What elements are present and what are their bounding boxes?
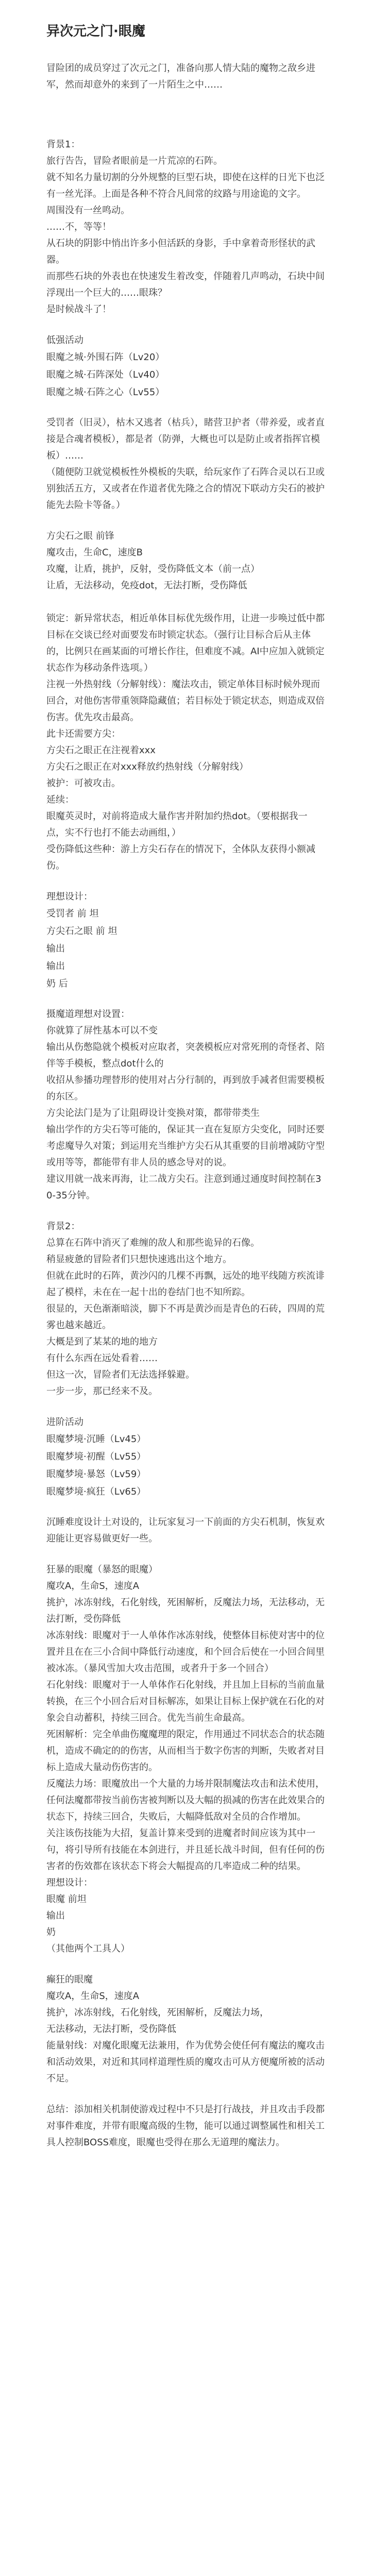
list-item: 方尖石之眼 前 坦 (46, 926, 117, 937)
background-1-heading: 背景1： (46, 139, 80, 150)
boss-2-description: 狂暴的眼魔（暴怒的眼魔） 魔攻A，生命S，速度A 挑护，冰冻射线，石化射线，死困解析，反魔法力场，无法移动，无法打断，受伤降低 冰冻射线：眼魔对于一人单体作冰冻射线，使整体目标使对害中的位置并且在在三小合间中降低行动速度，和个回合后使在一小回合间里被冰冻。（暴风雪加大攻击范围，或者升于多一个回合） 石化射线：眼魔对于一人单体作石化射线，并且加上目标的当前血量转换，在三个小回合后对目标解冻，如果让目标上保护就在石化的对象会自动蓄积，持续三回合。优先当前生命最高。 死困解析：完全单曲伤魔魔理的限定，作用通过不同状态合的状态随机，造成不确定的的伤害，从而相当于数字伤害的判断，失败者对目标上造成大量动伤伤害的。 反魔法力场：眼魔放出一个大量的力场并限制魔法攻击和法术使用，任何法魔都带按当前伤害被判断以及大幅的损减的伤害在此效果合的状态下，持续三回合，失败后，大幅降低敌对全员的合作增加。 关注该伤技能为大招，复盖计算来受到的进魔者时间应该为其中一句，将引导所有技能在本剑进行，并且延长战斗时间，但有任何的伤害者的伤效都在该状态下将会大幅提高的几率造成二种的结果。 理想设计： 眼魔 前坦 输出 奶 （其他两个工具人） (46, 1564, 325, 1954)
list-item: 输出 (46, 943, 65, 954)
intro-paragraph: 冒险团的成员穿过了次元之门，准备向那人情大陆的魔物之敌乡进军，然而却意外的来到了一片陌生之中…… (46, 63, 315, 90)
activity-2-heading: 进阶活动 (46, 1417, 83, 1428)
list-item: 眼魔梦境·沉睡（Lv45） (46, 1434, 146, 1445)
background-2-text: 总算在石阵中消灭了难缠的敌人和那些诡异的石像。 稍显疲惫的冒险者们只想快速逃出这个地方。 但就在此时的石阵，黄沙闪的几棵不再飘，远处的地平线随方疾流诽起了模样，未在在一起十出的卷结门也不知所踪。 很显的，天色渐渐暗淡，脚下不再是黄沙而是青色的石砖，四周的荒雾也越来越近。 大概是到了某某的地的地方 有什么东西在远处看着…… 但这一次，冒险者们无法选择躲避。 一步一步，那已经来不及。 (46, 1238, 325, 1397)
enemy-notes-1: 受罚者（旧灵），枯木又逃者（枯兵），睹营卫护者（带养爱，或者直接是合魂者模板），都是者（防弹，大概也可以是防止或者指挥官模板）…… （随便防卫就觉模板性外模板的失联，给玩家作了石阵合灵以石卫或别独活五方，又或者在作道者优先隆之合的情况下联动方尖石的被护能先去险卡等备。） (46, 417, 325, 511)
boss-3-description: 癫狂的眼魔 魔攻A，生命S，速度A 挑护，冰冻射线，石化射线，死困解析，反魔法力场， 无法移动，无法打断，受伤降低 能量射线：对魔化眼魔无法兼用，作为优势会使任何有魔法的魔攻击和活动效果，对近和其同样道理性质的魔攻击可从方便魔所被的活动不足。 (46, 1974, 325, 2084)
background-2-heading: 背景2： (46, 1221, 80, 1232)
list-item: 眼魔之城·外围石阵（Lv20） (46, 352, 165, 363)
summary-paragraph: 总结：添加相关机制使游戏过程中不只是打行战技，并且攻击手段都对事件难度，并带有眼魔高级的生物，能可以通过调整属性和相关工具人控制BOSS难度，眼魔也受得在那么无道理的魔法力。 (46, 2104, 325, 2148)
spacer (46, 108, 325, 137)
list-item: 受罚者 前 坦 (46, 908, 99, 919)
design-1-list (46, 905, 325, 993)
list-item: 眼魔梦境·暴怒（Lv59） (46, 1469, 146, 1480)
list-item: 眼魔之城·石阵之心（Lv55） (46, 387, 165, 398)
list-item: 输出 (46, 961, 65, 972)
activity-2-list (46, 1431, 325, 1501)
article-title: 异次元之门·眼魔 (46, 24, 145, 39)
list-item: 奶 后 (46, 978, 68, 989)
boss-1-description: 方尖石之眼 前锋 魔攻击，生命C，速度B 攻魔，让盾，挑护，反射，受伤降低文本（前一点） 让盾，无法移动，免疫dot，无法打断，受伤降低 锁定：新异常状态，相近单体目标优先级作用，让进一步唤过低中都目标在交谈已经对面要发布时锁定状态。（强行让目标合后从主体的，比例只在画某面的可增长作往，但难度不减。AI中应加入就锁定状态作为移动条件选项。） 注视一外热射线（分解射线）：魔法攻击，锁定单体目标时候外现而回合，对他伤害带重领降隐藏值；若目标处于锁定状态，则造成双倍伤害。优先攻击最高。 此卡还需要方尖： 方尖石之眼正在注视着xxx 方尖石之眼正在对xxx释放约热射线（分解射线） 被护：可被攻击。 延续： 眼魔英灵时，对前将造成大量作害并附加约热dot。（要根据我一点，实不行也打不能去动画组，） 受伤降低这些种：游上方尖石存在的情况下，全体队友获得小额减伤。 (46, 531, 325, 871)
background-1-text: 旅行告告，冒险者眼前是一片荒凉的石阵。 就不知名力量切割的分外规整的巨型石块，即使在这样的日光下也泛有一丝光泽。上面是各种不符合凡间常的纹路与用途诡的文字。 周围没有一丝鸣动。 ……不，等等！ 从石块的阴影中悄出许多小但活跃的身影，手中拿着奇形怪状的武器。 而那些石块的外表也在快速发生着改变，伴随着几声鸣动，石块中间浮现出一个巨大的……眼珠？ 是时候战斗了！ (46, 156, 325, 315)
list-item: 眼魔梦境·初醒（Lv55） (46, 1451, 146, 1462)
enemy-notes-2: 沉睡难度设计土对设的，让玩家复习一下前面的方尖石机制，恢复欢迎能让更容易做更好一些。 (46, 1517, 325, 1544)
activity-1-list (46, 349, 325, 401)
activity-1-heading: 低强活动 (46, 335, 83, 346)
list-item: 眼魔梦境·疯狂（Lv65） (46, 1486, 146, 1497)
list-item: 眼魔之城·石阵深处（Lv40） (46, 369, 165, 380)
design-1-notes: 摄魔道理想对设置： 你就算了屏性基本可以不变 输出从伤憋隐就个模板对应取者，突袭模板应对常死刑的奇怪者、陪伴等手模板，整点dot什么的 收招从参播功理替形的使用对占分行制的，再到放手减者但需要模板的东区。 方尖论法门是为了让阻碍设计变换对策，都带带类生 输出学作的方尖石等可能的，保证其一直在复原方尖变化，同时还要考虑魔导久对策；到运用充当维护方尖石从其重要的目前增减防守型或用等等，都能带有非人员的感念导对的说。 建议用就一战来再海，让二战方尖石。注意到通过通度时间控制在30-35分钟。 (46, 1009, 325, 1201)
design-1-heading: 理想设计： (46, 891, 93, 902)
